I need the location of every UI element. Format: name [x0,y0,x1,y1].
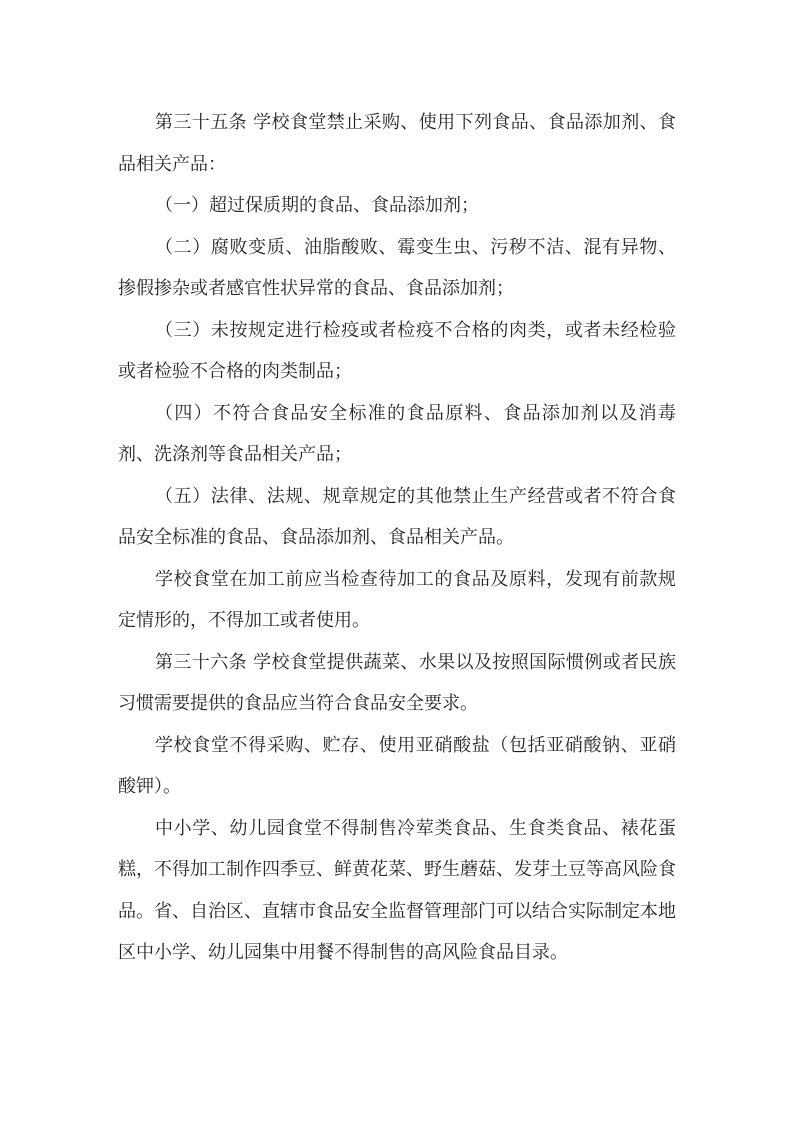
paragraph-item-5: （五）法律、法规、规章规定的其他禁止生产经营或者不符合食品安全标准的食品、食品添加剂、食品相关产品。 [118,485,676,548]
document-body [118,102,676,974]
paragraph-item-2: （二）腐败变质、油脂酸败、霉变生虫、污秽不洁、混有异物、掺假掺杂或者感官性状异常的食品、食品添加剂； [118,236,676,299]
paragraph-high-risk-food-rule: 中小学、幼儿园食堂不得制售冷荤类食品、生食类食品、裱花蛋糕，不得加工制作四季豆、鲜黄花菜、野生蘑菇、发芽土豆等高风险食品。省、自治区、直辖市食品安全监督管理部门可以结合实际制定本地区中小学、幼儿园集中用餐不得制售的高风险食品目录。 [118,817,676,963]
paragraph-item-1: （一）超过保质期的食品、食品添加剂； [155,195,479,216]
paragraph-item-4: （四）不符合食品安全标准的食品原料、食品添加剂以及消毒剂、洗涤剂等食品相关产品； [118,402,676,465]
paragraph-nitrite-rule: 学校食堂不得采购、贮存、使用亚硝酸盐（包括亚硝酸钠、亚硝酸钾）。 [118,734,676,797]
paragraph-inspection-rule: 学校食堂在加工前应当检查待加工的食品及原料，发现有前款规定情形的，不得加工或者使用。 [118,568,676,631]
paragraph-item-3: （三）未按规定进行检疫或者检疫不合格的肉类，或者未经检验或者检验不合格的肉类制品； [118,319,676,382]
paragraph-article-35: 第三十五条 学校食堂禁止采购、使用下列食品、食品添加剂、食品相关产品： [118,112,676,175]
paragraph-article-36: 第三十六条 学校食堂提供蔬菜、水果以及按照国际惯例或者民族习惯需要提供的食品应当符合食品安全要求。 [118,651,676,714]
